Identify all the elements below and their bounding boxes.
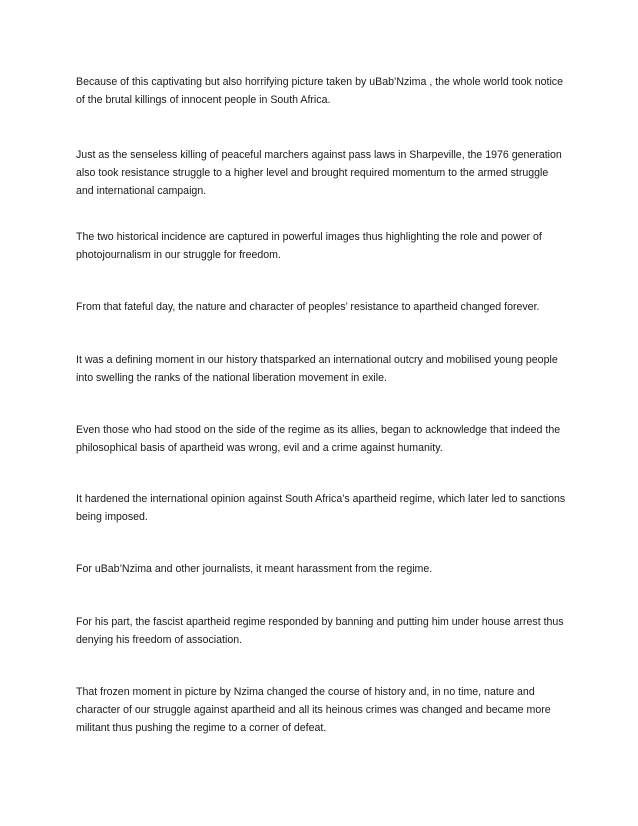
paragraph-4: From that fateful day, the nature and character of peoples’ resistance to apartheid changed forever. [76,301,540,313]
paragraph-9: For his part, the fascist apartheid regime responded by banning and putting him under house arrest thus denying his freedom of association. [76,616,564,646]
paragraph-2: Just as the senseless killing of peaceful marchers against pass laws in Sharpeville, the 1976 generation also took resistance struggle to a higher level and brought required momentum to the armed struggle and international campaign. [76,149,562,197]
paragraph-7: It hardened the international opinion against South Africa’s apartheid regime, which later led to sanctions being imposed. [76,493,566,523]
paragraph-1: Because of this captivating but also horrifying picture taken by uBab’Nzima , the whole world took notice of the brutal killings of innocent people in South Africa. [76,76,563,106]
paragraph-10: That frozen moment in picture by Nzima changed the course of history and, in no time, nature and character of our struggle against apartheid and all its heinous crimes was changed and became more militant thus pushing the regime to a corner of defeat. [76,686,551,734]
paragraph-8: For uBab’Nzima and other journalists, it meant harassment from the regime. [76,563,433,575]
paragraph-6: Even those who had stood on the side of the regime as its allies, began to acknowledge that indeed the philosophical basis of apartheid was wrong, evil and a crime against humanity. [76,424,561,454]
paragraph-5: It was a defining moment in our history thatsparked an international outcry and mobilised young people into swelling the ranks of the national liberation movement in exile. [76,354,558,384]
paragraph-3: The two historical incidence are captured in powerful images thus highlighting the role and power of photojournalism in our struggle for freedom. [76,231,542,261]
